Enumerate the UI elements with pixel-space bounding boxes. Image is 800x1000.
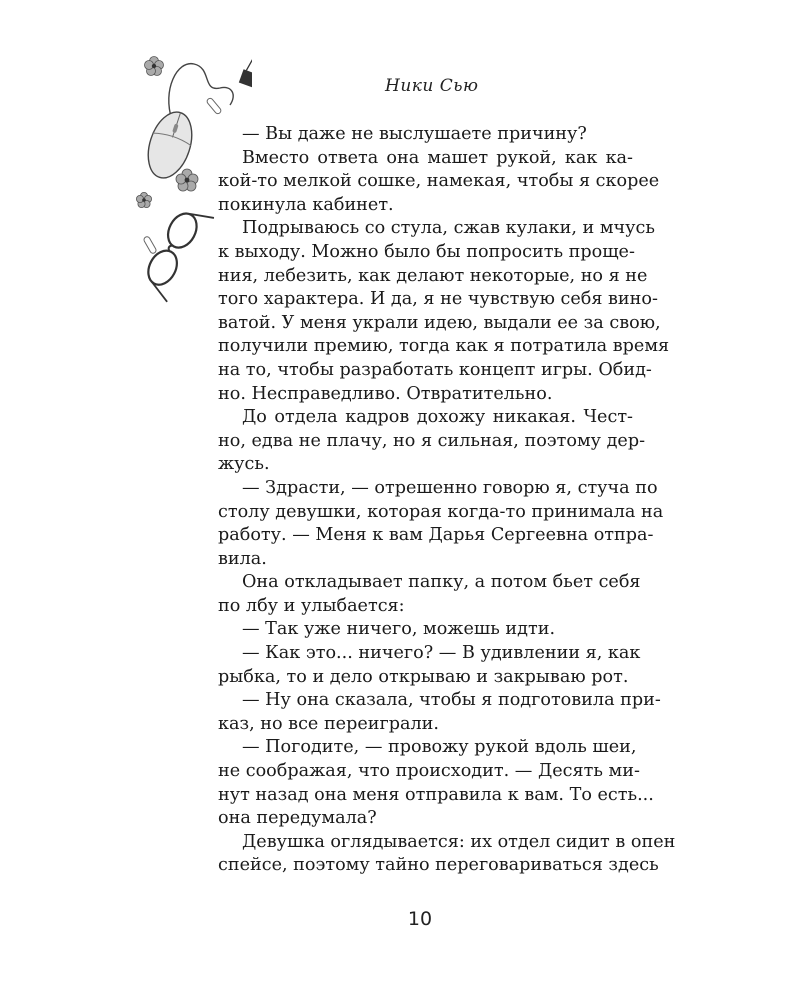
- text-line: того характера. И да, я не чувствую себя вино-: [218, 289, 658, 310]
- text-line: — Ну она сказала, чтобы я подготовила при-: [242, 690, 661, 711]
- text-line: — Здрасти, — отрешенно говорю я, стуча по: [242, 477, 658, 498]
- text-line: — Погодите, — провожу рукой вдоль шеи,: [242, 737, 637, 758]
- text-line: — Так уже ничего, можешь идти.: [242, 619, 556, 640]
- text-line: она передумала?: [218, 808, 377, 829]
- text-line: к выходу. Можно было бы попросить проще-: [218, 241, 635, 262]
- running-head-author: Ники Сью: [385, 76, 479, 96]
- text-line: на то, чтобы разработать концепт игры. Обид-: [218, 359, 652, 380]
- text-line: каз, но все переиграли.: [218, 713, 439, 734]
- flower-icon: [136, 192, 151, 207]
- text-line: по лбу и улыбается:: [218, 595, 405, 616]
- text-line: Девушка оглядывается: их отдел сидит в опен: [242, 831, 676, 852]
- text-line: Она откладывает папку, а потом бьет себя: [242, 572, 641, 593]
- flower-icon: [176, 169, 198, 191]
- paper-clip-icon: [206, 97, 222, 115]
- text-line: ватой. У меня украли идею, выдали ее за свою,: [218, 312, 661, 333]
- flower-icon: [145, 57, 164, 76]
- binder-clip-icon: [239, 58, 252, 89]
- text-line: спейсе, поэтому тайно переговариваться здесь: [218, 855, 659, 876]
- text-line: вила.: [218, 548, 267, 569]
- text-line: жусь.: [218, 454, 270, 475]
- text-line: — Вы даже не выслушаете причину?: [242, 124, 587, 144]
- text-line: но. Несправедливо. Отвратительно.: [218, 383, 553, 404]
- text-line: — Как это... ничего? — В удивлении я, как: [242, 643, 641, 664]
- text-line: нут назад она меня отправила к вам. То есть...: [218, 784, 654, 805]
- text-line: не соображая, что происходит. — Десять ми-: [218, 761, 640, 782]
- text-line: но, едва не плачу, но я сильная, поэтому дер-: [218, 430, 646, 451]
- text-line: ния, лебезить, как делают некоторые, но я не: [218, 265, 648, 286]
- text-line: рыбка, то и дело открываю и закрываю рот.: [218, 666, 629, 687]
- glasses-icon: [138, 202, 214, 303]
- text-line: работу. — Меня к вам Дарья Сергеевна отпра-: [218, 525, 654, 546]
- text-line: кой-то мелкой сошке, намекая, чтобы я скорее: [218, 171, 660, 192]
- page-number: 10: [407, 908, 433, 930]
- paper-clip-icon: [143, 236, 157, 255]
- text-line: покинула кабинет.: [218, 194, 394, 215]
- body-text: [218, 123, 676, 878]
- text-line: Подрываюсь со стула, сжав кулаки, и мчусь: [242, 218, 655, 239]
- text-line: столу девушки, которая когда-то принимала на: [218, 501, 664, 522]
- text-line: Вместо ответа она машет рукой, как ка-: [242, 147, 633, 168]
- text-line: До отдела кадров дохожу никакая. Чест-: [242, 407, 633, 428]
- text-line: получили премию, тогда как я потратила время: [218, 336, 670, 357]
